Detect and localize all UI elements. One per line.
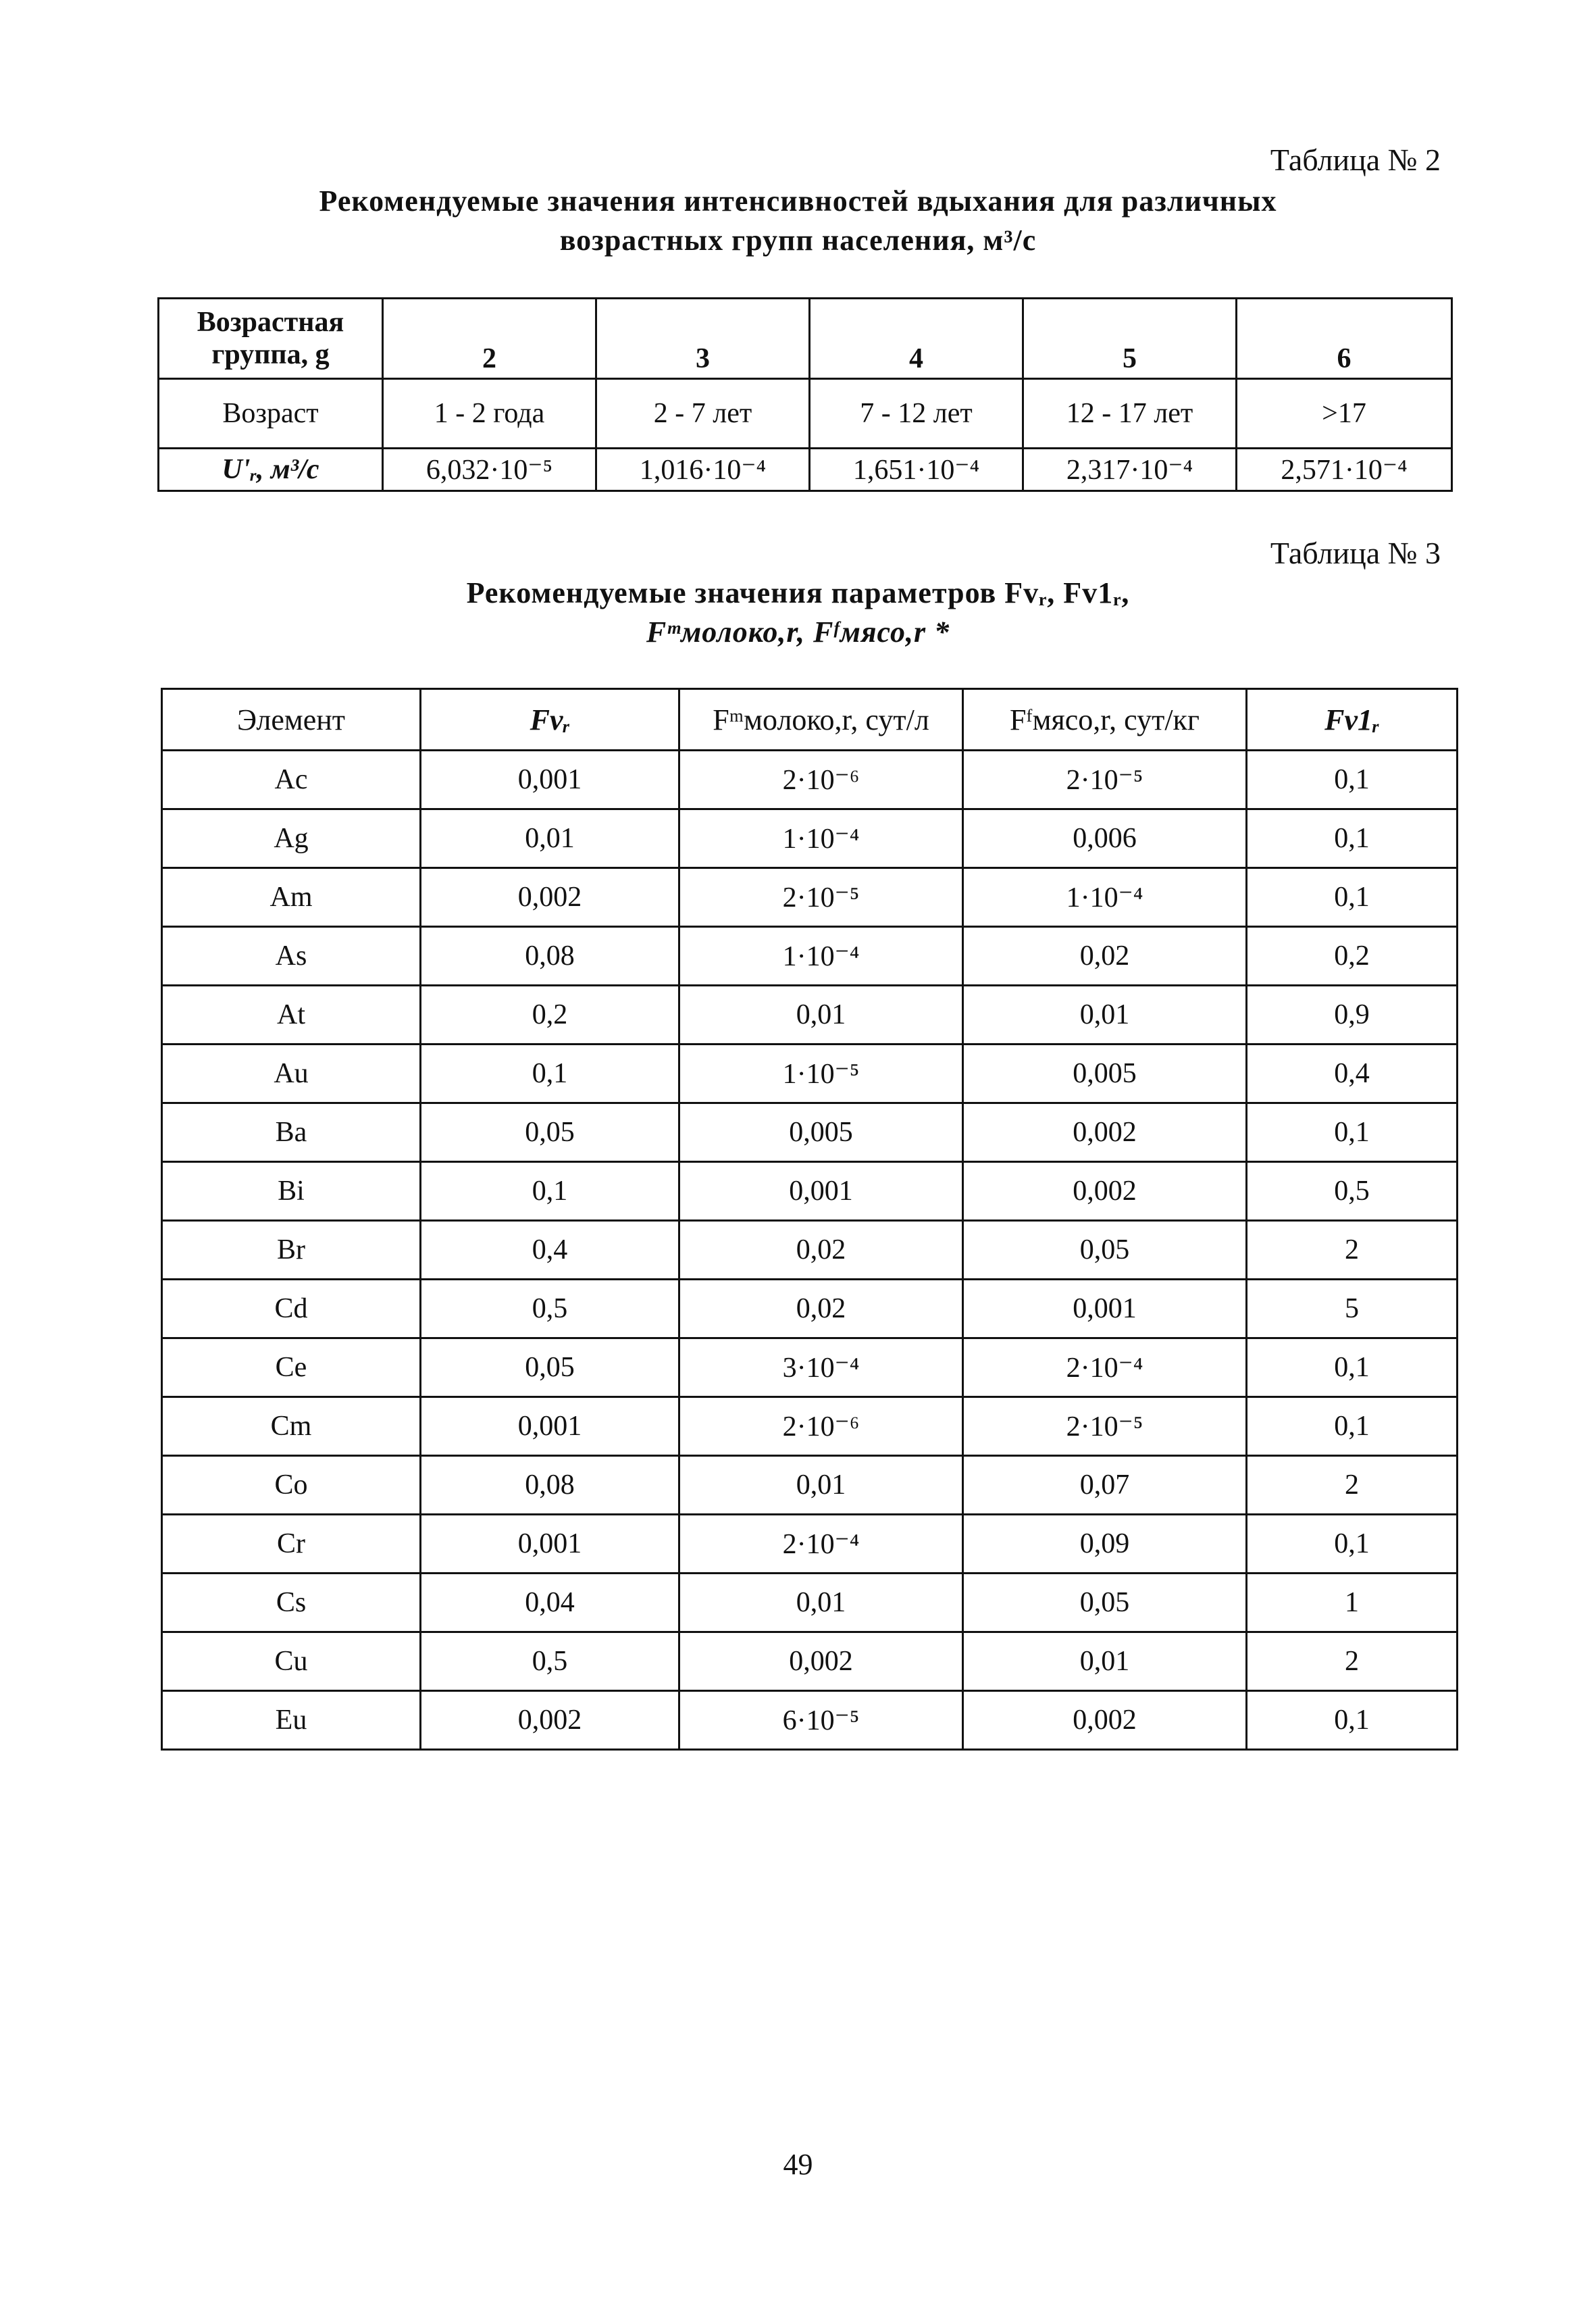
row-group-label: Возрастная группа, g	[159, 299, 383, 379]
table-row	[162, 1397, 1458, 1456]
age-cell: 7 - 12 лет	[810, 379, 1023, 449]
table-row	[162, 1456, 1458, 1515]
fv1-cell: 0,4	[1247, 1045, 1458, 1103]
table-row	[162, 1045, 1458, 1103]
table-row	[162, 1280, 1458, 1338]
table-row	[162, 1691, 1458, 1750]
table-row	[162, 1162, 1458, 1221]
header-element: Элемент	[162, 689, 421, 751]
fm-milk-cell: 0,02	[679, 1280, 963, 1338]
fm-milk-cell: 0,02	[679, 1221, 963, 1280]
table-row	[162, 1632, 1458, 1691]
age-cell: 12 - 17 лет	[1023, 379, 1237, 449]
fv1-cell: 2	[1247, 1632, 1458, 1691]
fm-milk-cell: 1·10⁻⁴	[679, 809, 963, 868]
ff-meat-cell: 0,006	[963, 809, 1247, 868]
table-row	[162, 809, 1458, 868]
u-cell: 6,032·10⁻⁵	[383, 449, 596, 491]
element-cell: Cs	[162, 1574, 421, 1632]
fv1-cell: 0,1	[1247, 868, 1458, 927]
element-cell: At	[162, 986, 421, 1045]
ff-meat-cell: 2·10⁻⁵	[963, 751, 1247, 809]
element-cell: Ce	[162, 1338, 421, 1397]
fm-milk-cell: 2·10⁻⁵	[679, 868, 963, 927]
ff-meat-cell: 0,01	[963, 1632, 1247, 1691]
table-row	[162, 986, 1458, 1045]
u-cell: 2,317·10⁻⁴	[1023, 449, 1237, 491]
fm-milk-cell: 1·10⁻⁵	[679, 1045, 963, 1103]
fm-milk-cell: 0,01	[679, 986, 963, 1045]
table2-row-groups	[159, 299, 1452, 379]
group-cell: 4	[810, 299, 1023, 379]
group-cell: 3	[596, 299, 810, 379]
fv-cell: 0,001	[421, 751, 679, 809]
element-cell: Br	[162, 1221, 421, 1280]
fm-milk-cell: 6·10⁻⁵	[679, 1691, 963, 1750]
ff-meat-cell: 2·10⁻⁵	[963, 1397, 1247, 1456]
table2-row-ages	[159, 379, 1452, 449]
element-cell: Cm	[162, 1397, 421, 1456]
ff-meat-cell: 2·10⁻⁴	[963, 1338, 1247, 1397]
u-cell: 2,571·10⁻⁴	[1237, 449, 1452, 491]
element-cell: Eu	[162, 1691, 421, 1750]
ff-meat-cell: 0,002	[963, 1162, 1247, 1221]
group-cell: 2	[383, 299, 596, 379]
fv-cell: 0,001	[421, 1515, 679, 1574]
fv1-cell: 0,1	[1247, 1338, 1458, 1397]
ff-meat-cell: 0,02	[963, 927, 1247, 986]
table-row	[162, 1515, 1458, 1574]
table-row	[162, 927, 1458, 986]
element-cell: Am	[162, 868, 421, 927]
table2-title-line2: возрастных групп населения, м³/с	[559, 224, 1037, 257]
fv-cell: 0,002	[421, 1691, 679, 1750]
table-row	[162, 1103, 1458, 1162]
table2-caption: Таблица № 2	[1270, 143, 1441, 177]
fv-cell: 0,1	[421, 1162, 679, 1221]
fv1-cell: 5	[1247, 1280, 1458, 1338]
fm-milk-cell: 0,002	[679, 1632, 963, 1691]
header-ff-meat: Fᶠмясо,r, сут/кг	[963, 689, 1247, 751]
fm-milk-cell: 0,01	[679, 1574, 963, 1632]
table-row	[162, 751, 1458, 809]
fm-milk-cell: 0,005	[679, 1103, 963, 1162]
fm-milk-cell: 3·10⁻⁴	[679, 1338, 963, 1397]
table3-header-row	[162, 689, 1458, 751]
header-fm-milk: Fᵐмолоко,r, сут/л	[679, 689, 963, 751]
fv-cell: 0,5	[421, 1280, 679, 1338]
fv1-cell: 0,1	[1247, 1103, 1458, 1162]
element-cell: Ba	[162, 1103, 421, 1162]
element-cell: As	[162, 927, 421, 986]
fv1-cell: 0,9	[1247, 986, 1458, 1045]
fv1-cell: 0,1	[1247, 1397, 1458, 1456]
row-u-label: U'ᵣ, м³/с	[159, 449, 383, 491]
fm-milk-cell: 2·10⁻⁴	[679, 1515, 963, 1574]
fv1-cell: 0,1	[1247, 751, 1458, 809]
table-row	[162, 1221, 1458, 1280]
ff-meat-cell: 1·10⁻⁴	[963, 868, 1247, 927]
ff-meat-cell: 0,005	[963, 1045, 1247, 1103]
u-cell: 1,651·10⁻⁴	[810, 449, 1023, 491]
fm-milk-cell: 0,001	[679, 1162, 963, 1221]
fv1-cell: 0,1	[1247, 1691, 1458, 1750]
element-cell: Co	[162, 1456, 421, 1515]
element-cell: Cu	[162, 1632, 421, 1691]
group-cell: 5	[1023, 299, 1237, 379]
ff-meat-cell: 0,07	[963, 1456, 1247, 1515]
element-cell: Au	[162, 1045, 421, 1103]
table2-row-u	[159, 449, 1452, 491]
table-row	[162, 1338, 1458, 1397]
fm-milk-cell: 1·10⁻⁴	[679, 927, 963, 986]
fv1-cell: 1	[1247, 1574, 1458, 1632]
table-row	[162, 1574, 1458, 1632]
table3	[161, 688, 1458, 1751]
fv1-cell: 0,1	[1247, 1515, 1458, 1574]
element-cell: Cd	[162, 1280, 421, 1338]
group-cell: 6	[1237, 299, 1452, 379]
fv-cell: 0,5	[421, 1632, 679, 1691]
ff-meat-cell: 0,001	[963, 1280, 1247, 1338]
table2	[157, 297, 1453, 492]
fv-cell: 0,08	[421, 927, 679, 986]
element-cell: Ag	[162, 809, 421, 868]
fv1-cell: 0,1	[1247, 809, 1458, 868]
ff-meat-cell: 0,05	[963, 1574, 1247, 1632]
fv1-cell: 2	[1247, 1456, 1458, 1515]
fv1-cell: 0,2	[1247, 927, 1458, 986]
table2-title-line1: Рекомендуемые значения интенсивностей вдыхания для различных	[319, 184, 1277, 218]
element-cell: Bi	[162, 1162, 421, 1221]
element-cell: Ac	[162, 751, 421, 809]
page-number: 49	[783, 2148, 813, 2181]
fv1-cell: 2	[1247, 1221, 1458, 1280]
table-row	[162, 868, 1458, 927]
table3-body	[162, 751, 1458, 1750]
fm-milk-cell: 2·10⁻⁶	[679, 1397, 963, 1456]
fm-milk-cell: 0,01	[679, 1456, 963, 1515]
age-cell: 1 - 2 года	[383, 379, 596, 449]
fv1-cell: 0,5	[1247, 1162, 1458, 1221]
ff-meat-cell: 0,09	[963, 1515, 1247, 1574]
fv-cell: 0,001	[421, 1397, 679, 1456]
fv-cell: 0,05	[421, 1338, 679, 1397]
table3-title-line1: Рекомендуемые значения параметров Fvᵣ, Fv1ᵣ,	[466, 576, 1130, 609]
row-age-label: Возраст	[159, 379, 383, 449]
age-cell: 2 - 7 лет	[596, 379, 810, 449]
ff-meat-cell: 0,01	[963, 986, 1247, 1045]
header-fv: Fvᵣ	[421, 689, 679, 751]
fm-milk-cell: 2·10⁻⁶	[679, 751, 963, 809]
ff-meat-cell: 0,05	[963, 1221, 1247, 1280]
fv-cell: 0,05	[421, 1103, 679, 1162]
fv-cell: 0,1	[421, 1045, 679, 1103]
age-cell: >17	[1237, 379, 1452, 449]
fv-cell: 0,2	[421, 986, 679, 1045]
fv-cell: 0,4	[421, 1221, 679, 1280]
fv-cell: 0,01	[421, 809, 679, 868]
table3-title-line2: Fᵐмолоко,r, Fᶠмясо,r *	[646, 615, 950, 649]
fv-cell: 0,002	[421, 868, 679, 927]
ff-meat-cell: 0,002	[963, 1103, 1247, 1162]
table3-caption: Таблица № 3	[1270, 536, 1441, 570]
element-cell: Cr	[162, 1515, 421, 1574]
fv-cell: 0,08	[421, 1456, 679, 1515]
u-cell: 1,016·10⁻⁴	[596, 449, 810, 491]
header-fv1: Fv1ᵣ	[1247, 689, 1458, 751]
fv-cell: 0,04	[421, 1574, 679, 1632]
ff-meat-cell: 0,002	[963, 1691, 1247, 1750]
